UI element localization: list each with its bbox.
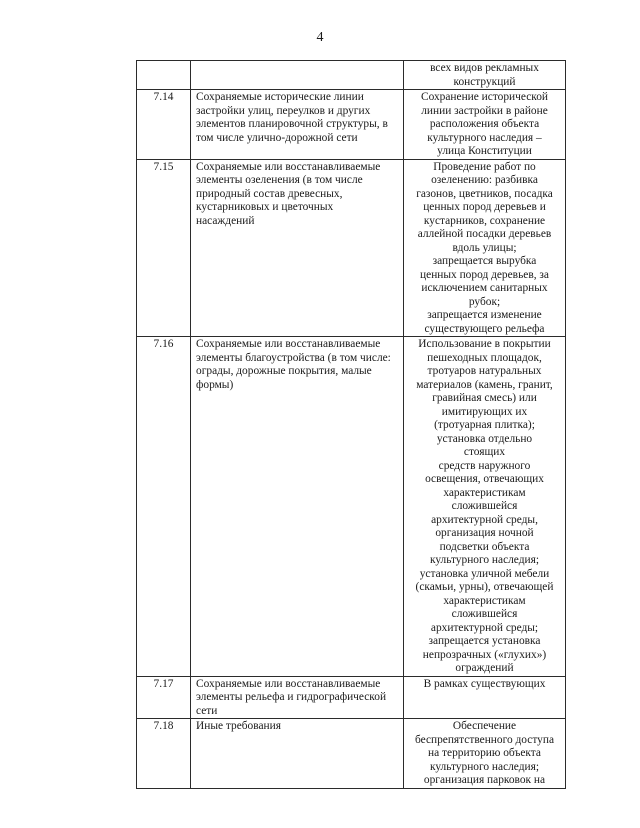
requirement-line: культурного наследия; [429, 554, 540, 566]
requirements-cell [404, 719, 566, 789]
element-line: кустарниковых и цветочных [196, 201, 334, 213]
requirement-line: на территорию объекта [428, 747, 541, 759]
row-number: 7.17 [137, 676, 191, 719]
element-line: элементы рельефа и гидрографической [196, 691, 387, 703]
requirement-line: организация парковок на [423, 774, 546, 786]
row-number: 7.14 [137, 90, 191, 160]
requirement-line: вдоль улицы; [452, 241, 517, 254]
element-line: Сохраняемые или восстанавливаемые [196, 160, 381, 173]
requirement-line: беспрепятственного доступа [414, 733, 555, 746]
requirement-line: запрещается изменение [427, 309, 542, 321]
requirement-line: средств наружного [438, 459, 531, 472]
requirement-line: (тротуарная плитка); [434, 419, 535, 431]
requirement-line: (скамьи, урны), отвечающей [415, 581, 554, 593]
element-line: элементы благоустройства (в том числе: [196, 351, 391, 364]
table-row [137, 676, 566, 719]
requirement-line: Сохранение исторической [420, 91, 549, 103]
requirements-cell [404, 61, 566, 90]
requirement-line: стоящих [463, 446, 506, 458]
requirement-line: улица Конституции [437, 145, 532, 157]
requirement-line: запрещается установка [428, 635, 541, 647]
requirement-line: ограждений [455, 662, 514, 674]
requirement-line: имитирующих их [441, 405, 528, 418]
requirement-line: рубок; [468, 295, 501, 308]
element-line: элементы озеленения (в том числе [196, 174, 363, 186]
row-number: 7.15 [137, 159, 191, 337]
element-line: Сохраняемые исторические линии [196, 91, 364, 103]
requirement-line: пешеходных площадок, [427, 351, 542, 364]
requirement-line: ценных пород деревьев и [423, 201, 546, 213]
requirement-line: материалов (камень, гранит, [416, 378, 553, 391]
requirement-line: установка уличной мебели [419, 567, 550, 580]
element-cell [191, 337, 404, 677]
element-line: ограды, дорожные покрытия, малые [196, 365, 372, 377]
requirement-line: подсветки объекта [439, 540, 530, 553]
element-line: элементов планировочной структуры, в [196, 118, 388, 130]
requirement-line: организация ночной [435, 527, 534, 539]
requirement-line: сложившейся [451, 500, 518, 512]
requirements-cell [404, 159, 566, 337]
requirements-cell [404, 90, 566, 160]
requirement-line: аллейной посадки деревьев [417, 228, 552, 240]
element-line: Сохраняемые или восстанавливаемые [196, 677, 381, 690]
requirement-line: линии застройки в районе [421, 104, 548, 117]
requirement-line: Обеспечение [452, 720, 517, 732]
requirement-line: непрозрачных («глухих») [422, 648, 547, 661]
requirement-line: культурного наследия – [427, 131, 542, 144]
row-number: 7.16 [137, 337, 191, 677]
element-cell [191, 719, 404, 789]
requirement-line: Использование в покрытии [418, 338, 551, 350]
element-cell [191, 159, 404, 337]
element-line: том числе улично-дорожной сети [196, 131, 358, 144]
element-line: формы) [196, 378, 234, 391]
requirement-line: газонов, цветников, посадка [416, 187, 553, 200]
element-line: Иные требования [196, 720, 281, 732]
requirement-line: кустарников, сохранение [423, 214, 546, 227]
requirement-line: освещения, отвечающих [425, 473, 544, 485]
row-number: 7.18 [137, 719, 191, 789]
table-row [137, 719, 566, 789]
table-row [137, 159, 566, 337]
requirement-line: культурного наследия; [429, 760, 540, 773]
page-number: 4 [316, 30, 324, 45]
requirements-cell [404, 676, 566, 719]
requirement-line: всех видов рекламных [430, 62, 539, 74]
requirement-line: озеленению: разбивка [431, 174, 538, 186]
element-line: застройки улиц, переулков и других [196, 104, 371, 117]
requirements-table [136, 60, 566, 789]
table-row [137, 337, 566, 677]
element-line: Сохраняемые или восстанавливаемые [196, 338, 381, 350]
table-row [137, 90, 566, 160]
table-row [137, 61, 566, 90]
requirement-line: тротуаров натуральных [427, 365, 542, 377]
requirement-line: характеристикам [443, 594, 526, 607]
element-line: сети [196, 704, 218, 717]
requirement-line: гравийная смесь) или [432, 392, 537, 404]
requirement-line: запрещается вырубка [432, 255, 537, 267]
requirement-line: В рамках существующих [423, 677, 546, 690]
row-number [137, 61, 191, 90]
element-cell [191, 90, 404, 160]
requirement-line: архитектурной среды; [430, 621, 539, 634]
requirement-line: ценных пород деревьев, за [420, 268, 549, 281]
requirement-line: архитектурной среды, [431, 513, 538, 526]
element-line: природный состав древесных, [196, 187, 343, 200]
requirement-line: характеристикам [443, 486, 526, 499]
requirement-line: конструкций [453, 75, 516, 88]
requirement-line: установка отдельно [436, 432, 533, 445]
element-line: насаждений [196, 214, 255, 227]
requirement-line: расположения объекта [429, 118, 540, 130]
requirements-cell [404, 337, 566, 677]
element-cell [191, 676, 404, 719]
requirement-line: Проведение работ по [433, 160, 536, 173]
requirement-line: существующего рельефа [424, 322, 545, 335]
requirement-line: сложившейся [451, 608, 518, 620]
element-cell [191, 61, 404, 90]
requirement-line: исключением санитарных [421, 282, 548, 294]
